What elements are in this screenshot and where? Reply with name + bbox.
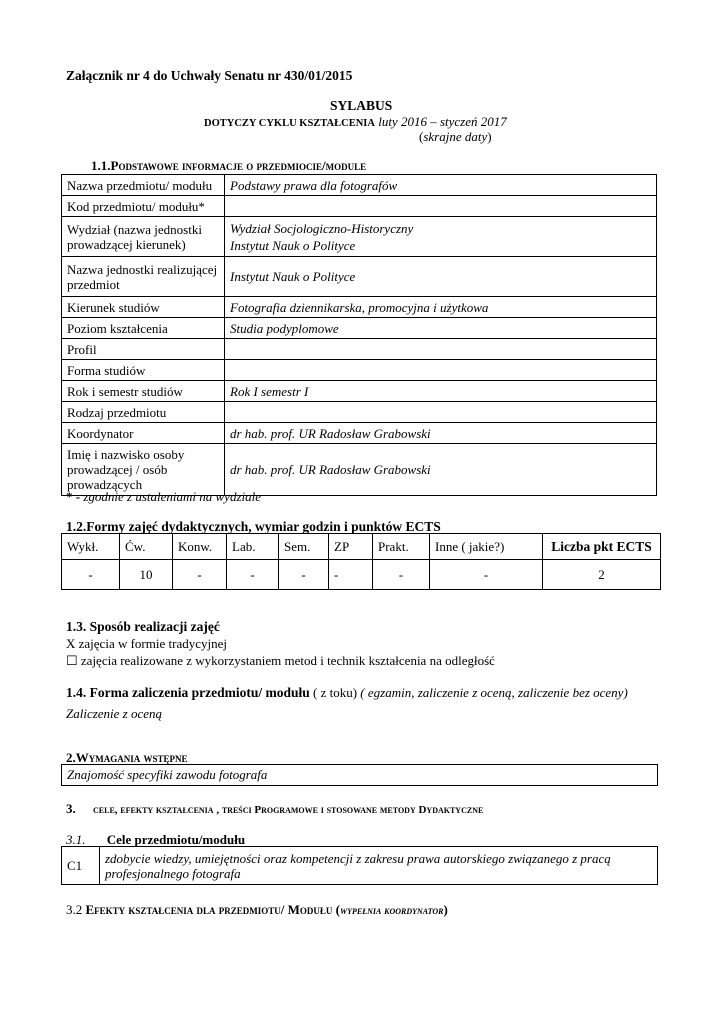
value-cell: - — [279, 560, 329, 590]
section-3-1-heading: 3.1. Cele przedmiotu/modułu — [66, 832, 246, 847]
value-cell: 2 — [543, 560, 661, 590]
dates-note: (skrajne daty) — [419, 129, 492, 144]
ects-table — [61, 533, 661, 590]
prerequisites-table — [61, 764, 658, 786]
section-1-3-heading: 1.3. Sposób realizacji zajęć — [66, 619, 220, 634]
row-label: Forma studiów — [62, 360, 225, 381]
goals-table — [61, 846, 658, 885]
option-remote: ☐ zajęcia realizowane z wykorzystaniem metod i technik kształcenia na odległość — [66, 653, 495, 668]
value-cell: - — [62, 560, 120, 590]
row-label: Poziom kształcenia — [62, 318, 225, 339]
header-cell: Sem. — [279, 534, 329, 560]
table-header-row — [62, 534, 661, 560]
header-cell: Wykł. — [62, 534, 120, 560]
table-row — [62, 381, 657, 402]
table-row — [62, 196, 657, 217]
value-cell: - — [373, 560, 430, 590]
section-1-4-heading: 1.4. Forma zaliczenia przedmiotu/ modułu ( z toku) ( egzamin, zaliczenie z oceną, zaliczenie bez oceny) — [66, 685, 628, 700]
row-value: Rok I semestr I — [225, 381, 657, 402]
table-row — [62, 560, 661, 590]
table-row — [62, 318, 657, 339]
row-value: Podstawy prawa dla fotografów — [225, 175, 657, 196]
goal-text: zdobycie wiedzy, umiejętności oraz kompetencji z zakresu prawa autorskiego związanego z pracą profesjonalnego fotografa — [100, 847, 658, 885]
row-value: dr hab. prof. UR Radosław Grabowski — [225, 444, 657, 496]
row-value: Studia podyplomowe — [225, 318, 657, 339]
row-label: Wydział (nazwa jednostki prowadzącej kierunek) — [62, 217, 225, 257]
cycle-value: luty 2016 – styczeń 2017 — [378, 114, 507, 129]
table-row — [62, 297, 657, 318]
footnote: * - zgodnie z ustaleniami na wydziale — [66, 489, 262, 504]
row-value: Instytut Nauk o Polityce — [225, 257, 657, 297]
prerequisite-value: Znajomość specyfiki zawodu fotografa — [62, 765, 658, 786]
section-1-2-heading: 1.2.Formy zajęć dydaktycznych, wymiar godzin i punktów ECTS — [66, 519, 441, 534]
row-label: Kod przedmiotu/ modułu* — [62, 196, 225, 217]
header-cell: Liczba pkt ECTS — [543, 534, 661, 560]
row-label: Profil — [62, 339, 225, 360]
row-value — [225, 360, 657, 381]
document-title: SYLABUS — [330, 98, 393, 113]
row-label: Rodzaj przedmiotu — [62, 402, 225, 423]
section-2-heading: 2.Wymagania wstępne — [66, 750, 188, 765]
value-cell: - — [173, 560, 227, 590]
basic-info-table — [61, 174, 657, 496]
section-3-heading: 3. cele, efekty kształcenia , treści Programowe i stosowane metody Dydaktyczne — [66, 801, 484, 816]
row-label: Rok i semestr studiów — [62, 381, 225, 402]
value-cell: - — [227, 560, 279, 590]
assessment-form: Zaliczenie z oceną — [66, 706, 163, 721]
value-cell: 10 — [120, 560, 173, 590]
row-value — [225, 339, 657, 360]
annex-line: Załącznik nr 4 do Uchwały Senatu nr 430/01/2015 — [66, 68, 353, 83]
row-value — [225, 196, 657, 217]
row-label: Imię i nazwisko osoby prowadzącej / osób prowadzących — [62, 444, 225, 496]
header-cell: Inne ( jakie?) — [430, 534, 543, 560]
row-value: Wydział Socjologiczno-Historyczny Instytut Nauk o Polityce — [225, 217, 657, 257]
value-cell: - — [430, 560, 543, 590]
header-cell: Lab. — [227, 534, 279, 560]
table-row — [62, 847, 658, 885]
row-label: Kierunek studiów — [62, 297, 225, 318]
row-value: dr hab. prof. UR Radosław Grabowski — [225, 423, 657, 444]
table-row — [62, 217, 657, 257]
row-value: Fotografia dziennikarska, promocyjna i użytkowa — [225, 297, 657, 318]
row-value — [225, 402, 657, 423]
value-cell: - — [329, 560, 373, 590]
checkbox-icon: ☐ — [66, 653, 78, 668]
header-cell: Konw. — [173, 534, 227, 560]
table-row — [62, 444, 657, 496]
table-row — [62, 257, 657, 297]
section-3-2-heading: 3.2 Efekty kształcenia dla przedmiotu/ Modułu (wypełnia koordynator) — [66, 902, 448, 917]
header-cell: Prakt. — [373, 534, 430, 560]
cycle-label: DOTYCZY CYKLU KSZTAŁCENIA — [204, 118, 375, 129]
row-label: Nazwa jednostki realizującej przedmiot — [62, 257, 225, 297]
row-label: Nazwa przedmiotu/ modułu — [62, 175, 225, 196]
header-cell: Ćw. — [120, 534, 173, 560]
section-1-1-heading: 1.1.Podstawowe informacje o przedmiocie/module — [91, 158, 367, 173]
table-row — [62, 360, 657, 381]
header-cell: ZP — [329, 534, 373, 560]
option-traditional: X zajęcia w formie tradycyjnej — [66, 636, 227, 651]
table-row — [62, 423, 657, 444]
table-row — [62, 175, 657, 196]
row-label: Koordynator — [62, 423, 225, 444]
goal-code: C1 — [62, 847, 100, 885]
table-row — [62, 402, 657, 423]
table-row — [62, 339, 657, 360]
cycle-line — [204, 114, 507, 130]
